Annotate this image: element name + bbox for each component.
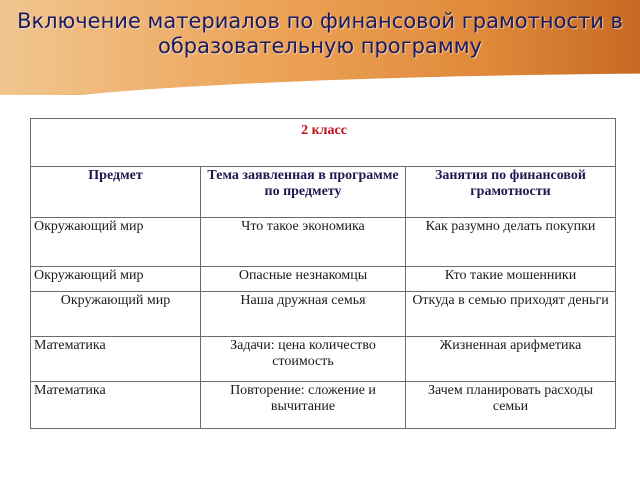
table-row	[31, 382, 616, 429]
cell-subject: Математика	[31, 337, 201, 382]
table-row	[31, 218, 616, 267]
cell-lesson: Откуда в семью приходят деньги	[406, 292, 616, 337]
cell-subject: Окружающий мир	[31, 292, 201, 337]
slide-title: Включение материалов по финансовой грамотности в образовательную программу	[17, 9, 623, 58]
table-row	[31, 292, 616, 337]
cell-lesson: Кто такие мошенники	[406, 267, 616, 292]
cell-subject: Окружающий мир	[31, 218, 201, 267]
header-topic: Тема заявленная в программе по предмету	[201, 167, 406, 218]
cell-topic: Наша дружная семья	[201, 292, 406, 337]
cell-topic: Опасные незнакомцы	[201, 267, 406, 292]
cell-topic: Что такое экономика	[201, 218, 406, 267]
cell-topic: Задачи: цена количество стоимость	[201, 337, 406, 382]
cell-subject: Математика	[31, 382, 201, 429]
header-lessons: Занятия по финансовой грамотности	[406, 167, 616, 218]
table-row	[31, 267, 616, 292]
table-row	[31, 337, 616, 382]
header-subject: Предмет	[31, 167, 201, 218]
cell-subject: Окружающий мир	[31, 267, 201, 292]
class-cell	[31, 119, 616, 167]
cell-topic: Повторение: сложение и вычитание	[201, 382, 406, 429]
cell-lesson: Жизненная арифметика	[406, 337, 616, 382]
cell-lesson: Как разумно делать покупки	[406, 218, 616, 267]
curriculum-table	[30, 118, 616, 429]
class-label: 2 класс	[301, 123, 347, 138]
header-row	[31, 167, 616, 218]
class-row	[31, 119, 616, 167]
cell-lesson: Зачем планировать расходы семьи	[406, 382, 616, 429]
